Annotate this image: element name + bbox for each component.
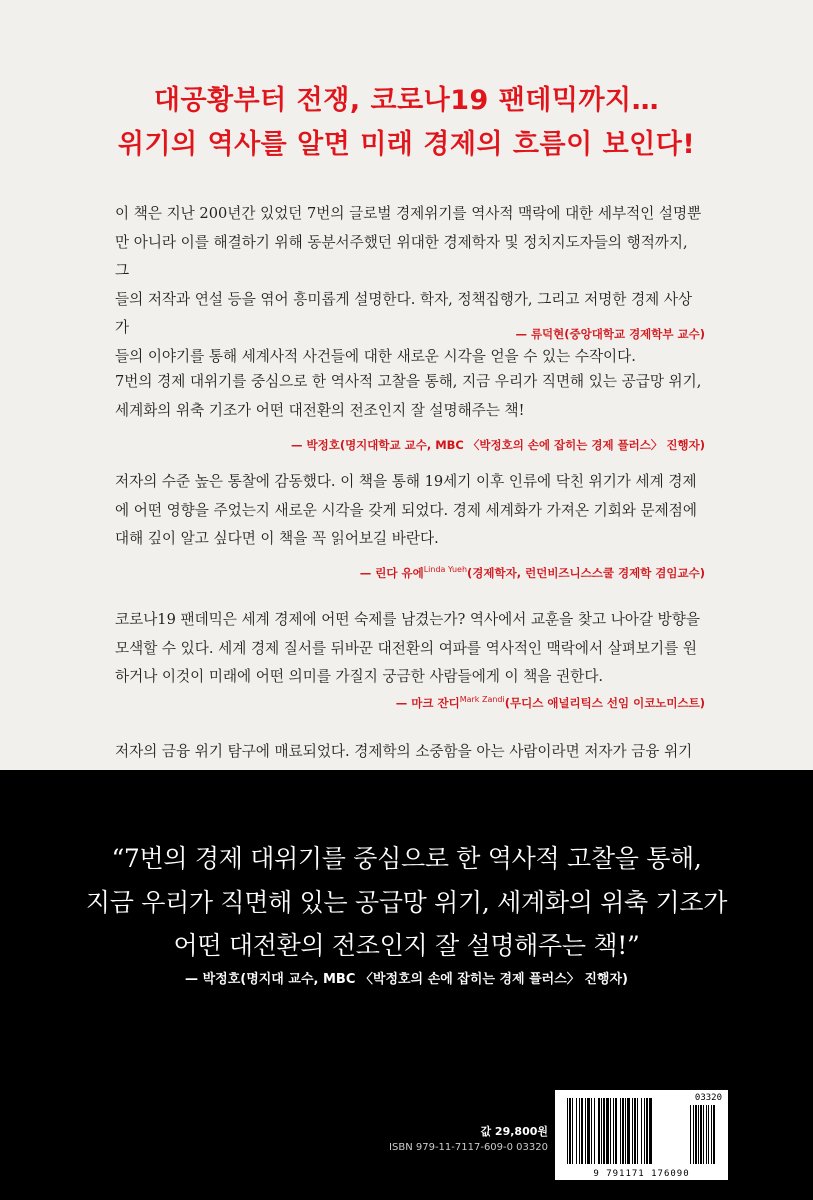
review-2 (115, 368, 705, 425)
review-3 (115, 468, 705, 554)
review-line: 대해 깊이 알고 싶다면 이 책을 꼭 읽어보길 바란다. (115, 530, 439, 547)
barcode-bar (598, 1098, 600, 1164)
review-1-attribution: — 류덕현(중앙대학교 경제학부 교수) (515, 327, 705, 341)
barcode-bar (646, 1098, 648, 1164)
barcode-bar (606, 1098, 609, 1164)
barcode-addon-digits: 03320 (694, 1093, 722, 1103)
barcode-bar (594, 1098, 595, 1164)
attribution-name: — 마크 잔디 (395, 696, 460, 710)
barcode-bar (627, 1098, 630, 1164)
barcode-bar (601, 1098, 602, 1164)
barcode-addon-bar (695, 1105, 697, 1164)
attribution-latin-name: Mark Zandi (459, 695, 505, 705)
barcode-bar (591, 1098, 592, 1164)
barcode-bar (622, 1098, 624, 1164)
attribution-affiliation: (경제학자, 런던비즈니스스쿨 경제학 겸임교수) (467, 566, 705, 580)
price-label: 값 29,800원 (480, 1125, 548, 1138)
review-line: 저자의 수준 높은 통찰에 감동했다. 이 책을 통해 19세기 이후 인류에 닥친 위기가 세계 경제 (115, 473, 697, 490)
barcode-bar (613, 1098, 614, 1164)
barcode-bar (644, 1098, 645, 1164)
review-line: 하거나 이것이 미래에 어떤 의미를 가질지 궁금한 사람들에게 이 책을 권한다. (115, 668, 604, 685)
headline-line-2: 위기의 역사를 알면 미래 경제의 흐름이 보인다! (117, 129, 696, 160)
headline-line-1: 대공황부터 전쟁, 코로나19 팬데믹까지… (153, 85, 660, 116)
review-line: 에 어떤 영향을 주었는지 새로운 시각을 갖게 되었다. 경제 세계화가 가져온 기회와 문제점에 (115, 501, 697, 519)
review-5 (115, 738, 705, 767)
barcode-addon-bar (713, 1105, 715, 1164)
barcode-bar (632, 1098, 633, 1164)
barcode-bar (567, 1098, 568, 1164)
barcode-bar (579, 1098, 580, 1164)
isbn-label: ISBN 979-11-7117-609-0 03320 (389, 1142, 548, 1153)
attribution-affiliation: (무디스 애널리틱스 선임 이코노미스트) (504, 696, 705, 710)
barcode-bar (603, 1098, 605, 1164)
barcode-bar (569, 1098, 571, 1164)
pull-quote-line-3: 어떤 대전환의 전조인지 잘 설명해주는 책!” (173, 931, 640, 960)
attribution-latin-name: Linda Yueh (423, 565, 468, 575)
review-1 (115, 200, 705, 371)
review-line: 세계화의 위축 기조가 어떤 대전환의 전조인지 잘 설명해주는 책! (115, 401, 525, 419)
review-line: 만 아니라 이를 해결하기 위해 동분서주했던 위대한 경제학자 및 정치지도자들의 행적까지, 그 (115, 233, 688, 279)
barcode-bar (572, 1098, 573, 1164)
barcode-bars-icon (555, 1090, 728, 1180)
review-3-attribution (360, 565, 705, 581)
barcode-digits: 9 791171 176090 (593, 1169, 690, 1179)
barcode-bar (610, 1098, 611, 1164)
barcode-bar (620, 1098, 621, 1164)
attribution-name: — 린다 유에 (359, 566, 424, 580)
barcode-bar (581, 1098, 583, 1164)
review-line: 7번의 경제 대위기를 중심으로 한 역사적 고찰을 통해, 지금 우리가 직면해 있는 공급망 위기, (115, 373, 702, 390)
barcode-addon-bar (708, 1105, 709, 1164)
review-line: 들의 이야기를 통해 세계사적 사건들에 대한 새로운 시각을 얻을 수 있는 수작이다. (115, 347, 636, 365)
barcode-bar (576, 1098, 577, 1164)
review-4-attribution (396, 695, 705, 711)
review-line: 코로나19 팬데믹은 세계 경제에 어떤 숙제를 남겼는가? 역사에서 교훈을 찾고 나아갈 방향을 (115, 611, 700, 628)
barcode-addon-bar (698, 1105, 699, 1164)
barcode-bar (625, 1098, 626, 1164)
review-2-attribution: — 박정호(명지대학교 교수, MBC 〈박정호의 손에 잡히는 경제 플러스〉 진행자) (290, 438, 705, 452)
barcode-addon-bar (693, 1105, 694, 1164)
barcode-addon-bar (706, 1105, 707, 1164)
barcode-bar (585, 1098, 586, 1164)
barcode-bar (615, 1098, 617, 1164)
barcode-addon-bar (690, 1105, 691, 1164)
barcode-addon-bar (700, 1105, 702, 1164)
barcode-addon-bar (703, 1105, 704, 1164)
review-line: 이 책은 지난 200년간 있었던 7번의 글로벌 경제위기를 역사적 맥락에 대한 세부적인 설명뿐 (115, 205, 702, 222)
barcode-addon-bar (711, 1105, 712, 1164)
pull-quote-line-2: 지금 우리가 직면해 있는 공급망 위기, 세계화의 위축 기조가 (85, 888, 728, 917)
pull-quote-attribution: — 박정호(명지대 교수, MBC 〈박정호의 손에 잡히는 경제 플러스〉 진행자) (185, 972, 628, 987)
barcode-bar (649, 1098, 652, 1164)
barcode-bar (634, 1098, 636, 1164)
isbn-barcode (555, 1090, 728, 1180)
barcode-bar (637, 1098, 638, 1164)
review-line: 저자의 금융 위기 탐구에 매료되었다. 경제학의 소중함을 아는 사람이라면 저자가 금융 위기 (115, 743, 693, 760)
barcode-bar (641, 1098, 642, 1164)
review-line: 들의 저작과 연설 등을 엮어 흥미롭게 설명한다. 학자, 정책집행가, 그리고 저명한 경제 사상가 (115, 290, 693, 336)
review-4 (115, 606, 705, 692)
barcode-bar (587, 1098, 590, 1164)
pull-quote-line-1: “7번의 경제 대위기를 중심으로 한 역사적 고찰을 통해, (111, 844, 702, 873)
review-line: 모색할 수 있다. 세계 경제 질서를 뒤바꾼 대전환의 여파를 역사적인 맥락에서 살펴보기를 원 (115, 639, 697, 657)
